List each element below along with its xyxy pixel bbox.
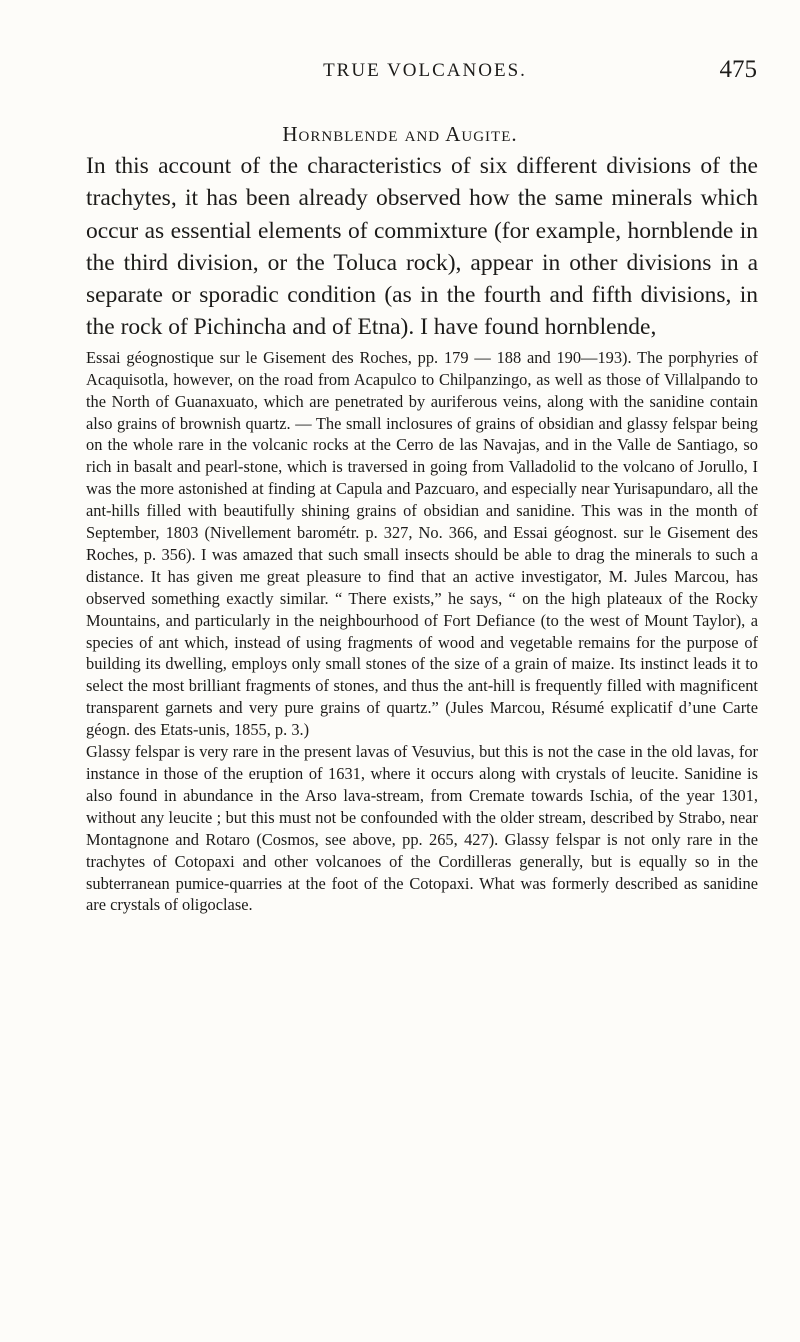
running-title: TRUE VOLCANOES.: [323, 60, 527, 81]
body-text: [86, 150, 758, 916]
intro-paragraph: [86, 150, 758, 344]
section-heading: Hornblende and Augite.: [282, 122, 518, 146]
page-number: 475: [719, 56, 757, 83]
note-text-1: Essai géognostique sur le Gisement des Roches, pp. 179 — 188 and 190—193). The porphyries of Acaquisotla, however, on the road from Acapulco to Chilpanzingo, as well as those of Villalpando to the North of Guanaxuato, which are penetrated by auriferous veins, along with the sanidine contain also grains of brownish quartz. — The small inclosures of grains of obsidian and glassy felspar being on the whole rare in the volcanic rocks at the Cerro de las Navajas, and in the Valle de Santiago, so rich in basalt and pearl-stone, which is traversed in going from Valladolid to the volcano of Jorullo, I was the more astonished at finding at Capula and Pazcuaro, and especially near Yurisapundaro, all the ant-hills filled with beautifully shining grains of obsidian and sanidine. This was in the month of September, 1803 (Nivellement barométr. p. 327, No. 366, and Essai géognost. sur le Gisement des Roches, p. 356). I was amazed that such small insects should be able to drag the minerals to such a distance. It has given me great pleasure to find that an active investigator, M. Jules Marcou, has observed something exactly similar. “ There exists,” he says, “ on the high plateaux of the Rocky Mountains, and particularly in the neighbourhood of Fort Defiance (to the west of Mount Taylor), a species of ant which, instead of using fragments of wood and vegetable remains for the purpose of building its dwelling, employs only small stones of the size of a grain of maize. Its instinct leads it to select the most brilliant fragments of stones, and thus the ant-hill is frequently filled with magnificent transparent garnets and very pure grains of quartz.” (Jules Marcou, Résumé explicatif d’une Carte géogn. des Etats-unis, 1855, p. 3.): [86, 347, 758, 740]
note-paragraphs: [86, 347, 758, 917]
note-text-2: Glassy felspar is very rare in the present lavas of Vesuvius, but this is not the case in the old lavas, for instance in those of the eruption of 1631, where it occurs along with crystals of leucite. Sanidine is also found in abundance in the Arso lava-stream, from Cremate towards Ischia, of the year 1301, without any leucite ; but this must not be confounded with the older stream, described by Strabo, near Montagnone and Rotaro (Cosmos, see above, pp. 265, 427). Glassy felspar is not only rare in the trachytes of Cotopaxi and other volcanoes of the Cordilleras generally, but is equally so in the subterranean pumice-quarries at the foot of the Cotopaxi. What was formerly described as sanidine are crystals of oligoclase.: [86, 742, 758, 915]
intro-text: In this account of the characteristics of six different divisions of the trachytes, it has been already observed how the same minerals which occur as essential elements of commixture (for example, hornblende in the third division, or the Toluca rock), appear in other divisions in a separate or sporadic condition (as in the fourth and fifth divisions, in the rock of Pichincha and of Etna). I have found hornblende,: [86, 153, 758, 341]
running-head: [93, 58, 757, 88]
